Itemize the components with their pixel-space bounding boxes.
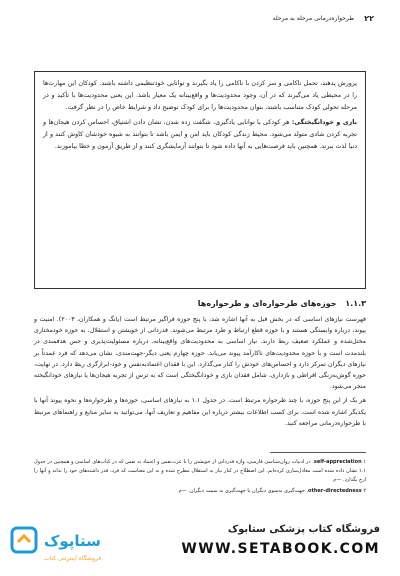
intro-term: بازی و خودانگیختگی:: [291, 119, 357, 126]
logo-text: ستاپوک: [44, 532, 101, 550]
section-paragraph-2: هر یک از این پنج حوزه، با چند طرحواره مرتبط است. در جدول ۱.۱ به نیازهای اساسی، حوزه‌ها و طرحواره‌ها و نحوه پیوند آنها با یکدیگر اشاره شده است. برای کسب اطلاعات بیشتر درباره این مفاهیم و تعاریف آنها، می‌توانید به سایر منابع و راهنماهای مرتبط با طرحواره‌درمانی مراجعه کنید.: [34, 397, 366, 427]
page-footer: [0, 514, 400, 576]
footnote-2-text: ۲. جهت‌گیری به‌سوی دیگران یا جهت‌گیری به سمت دیگران. —م: [178, 488, 366, 494]
page-number: ۲۲: [364, 14, 374, 23]
intro-paragraph-2-text: هر کودکی با توانایی یادگیری، شگفت زده شدن، نشان دادن اشتیاق، احساس کردن هیجان‌ها و تجربه کردن شادی متولد می‌شود. محیط زندگی کودکان باید امن و ایمن باشد تا بتوانند به شیوه خودشان کاوش کنند و از دنیا لذت ببرند. همچنین باید فرصت‌هایی به آنها داده شود تا بتوانند آزمایشگری کنند و از طریق آزمون و خطا بیاموزند.: [43, 119, 357, 150]
section-number: ۱.۱.۳: [345, 299, 366, 308]
footnote-1-term: self-appreciation: [313, 459, 362, 465]
store-url[interactable]: WWW.SETABOOK.COM: [181, 541, 380, 557]
section-1-1-3: [34, 299, 366, 432]
footnote-1-text: ۱. در ادبیات روان‌شناسی فارسی، واژه قدردانی از خویشتن را با عزت‌نفس و اعتماد به نفس که در کتاب‌های اساسی و همچنین در جدول ۱.۱ نشان داده شده است معادل‌سازی کرده‌ایم. این اصطلاح در کنار نیاز به استقلال مطرح شده و به این معناست که فرد، قدر داشته‌های خود را بداند و آنها را ارج بگذارد. —م: [34, 459, 367, 483]
logo-subtitle: فروشگاه اینترنتی کتاب: [44, 555, 102, 562]
footnote-2: [34, 487, 366, 496]
footnotes: [34, 458, 366, 498]
intro-paragraph-1: پرورش پدهند، تحمل ناکامی و سر کردن با ناکامی را یاد بگیرند و توانایی خودتنظیمی داشته باشند. کودکان این مهارت‌ها را در محیطی یاد می‌گیرند که در آن، وجود محدودیت‌ها و واقع‌بینانه یک معیار باشد. این یعنی محدودیت‌ها با تأکید و در مرحله تحولی کودک متناسب باشند، بتوان محدودیت‌ها را برای کودک توضیح داد و شرایط خاص را در نظر گرفت.: [43, 80, 357, 111]
intro-box: [34, 71, 366, 289]
store-name: فروشگاه کتاب پزشکی ستابوک: [227, 524, 380, 535]
section-paragraph-1: فهرست نیازهای اساسی که در بخش قبل به آنها اشاره شد، با پنج حوزه فراگیر مرتبط است (یانگ و همکاران، ۲۰۰۳). امنیت و پیوند، درباره وابستگی هستند و با حوزه قطع ارتباط و طرد مرتبط می‌شوند. قدردانی از خویشتن و استقلال، به حوزه خودمختاری مختل‌شده و عملکرد ضعیف ربط دارند. نیاز اساسی به محدودیت‌های واقع‌بینانه، درباره مسئولیت‌پذیری و حس هدفمندی در بلندمدت است و با حوزه محدودیت‌های ناکارآمد پیوند می‌یابد. حوزه چهارم یعنی دیگر-جهت‌مندی، نشان می‌دهد که فرد عمدتاً بر نیازهای دیگران تمرکز دارد و احساس‌های خودش را کنار می‌گذارد. این با فقدان اعتمادبه‌نفس و خود-ابرازگری ربط دارد. در نهایت، حوزه گوش‌به‌زنگی افراطی و بازداری، شامل فقدان بازی و خودانگیختگی است که به ترس از تجربه هیجان‌ها یا نیازهای خودانگیخته منجر می‌شود.: [34, 316, 366, 391]
footnote-rule: [270, 452, 366, 453]
store-info: [165, 524, 380, 557]
footnote-2-term: other-directedness: [308, 488, 362, 494]
running-title: طرحواره‌درمانی مرحله به مرحله: [272, 15, 354, 22]
section-title: حوزه‌های طرحواره‌ای و طرحواره‌ها: [197, 299, 337, 308]
intro-paragraph-2: [43, 117, 357, 153]
page-header: [26, 14, 374, 28]
footnote-1: [34, 458, 366, 485]
setabook-logo: [10, 524, 120, 568]
section-heading: [34, 299, 366, 308]
